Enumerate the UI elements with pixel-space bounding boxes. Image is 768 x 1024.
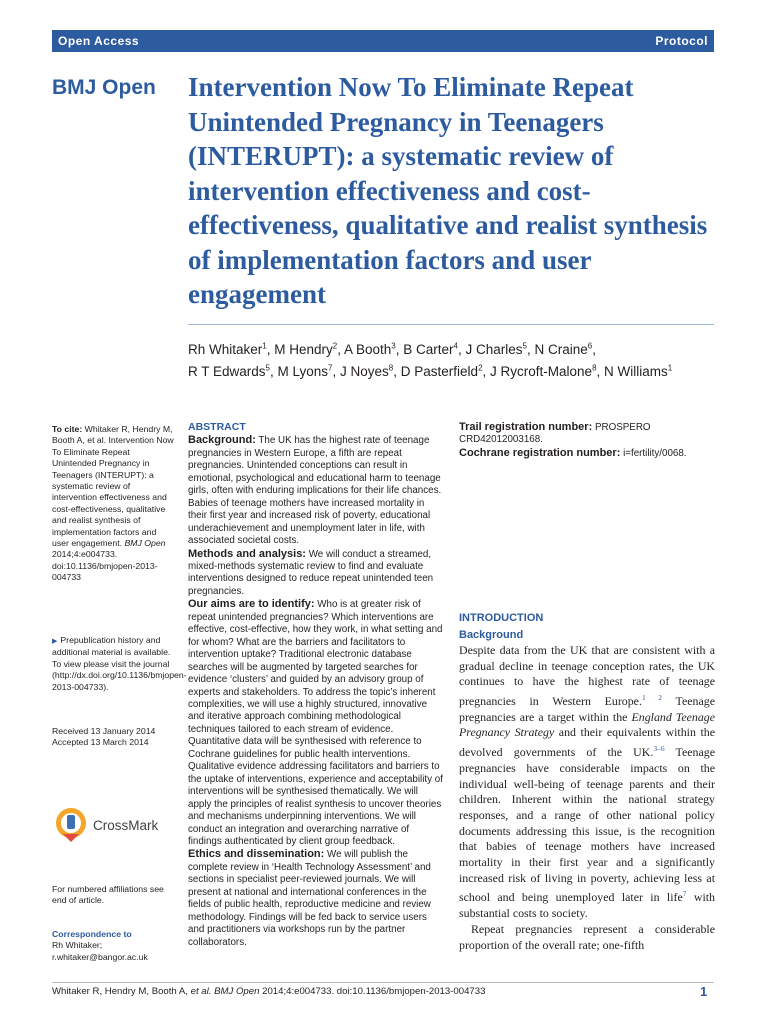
cite-journal: BMJ Open (124, 538, 166, 549)
correspondence-email[interactable]: r.whitaker@bangor.ac.uk (52, 951, 148, 962)
background-subheading: Background (459, 629, 524, 641)
abstract-aims: Our aims are to identify: Who is at greater risk of repeat unintended pregnancies? Which interventions are effective, cost-effective, how they work, in what setting and for whom? What are the barriers and facilitators to intervention uptake? Traditional electronic database searches will be augmented by targeted searches for evidence ‘clusters’ and guided by an advisory group of experts and stakeholders. To address the topic’s inherent complexities, we will use a highly structured, innovative and iterative approach combining methodological techniques tailored to each stream of evidence. Quantitative data will be synthesised with reference to Cochrane guidelines for public health interventions. Qualitative evidence addressing facilitators and barriers to the uptake of interventions, experience and acceptability of interventions will be synthesised thematically. We will apply the principles of realist synthesis to uncover theories and mechanisms underpinning interventions. We will conduct an integration and overarching narrative of findings authenticated by client group feedback. (188, 598, 443, 847)
history-dates (52, 726, 174, 749)
open-access-label: Open Access (58, 34, 140, 48)
journal-logo: BMJ Open (52, 76, 156, 99)
crossmark-label: CrossMark (93, 817, 159, 833)
abstract-methods: Methods and analysis: We will conduct a streamed, mixed-methods systematic review to find and evaluate interventions designed to reduce repeat unintended teen pregnancies. (188, 547, 434, 597)
author: R T Edwards$^5$, (188, 363, 278, 379)
cite-ref: 2014;4:e004733. doi:10.1136/bmjopen-2013-004733 (52, 549, 158, 583)
abstract-background: Background: The UK has the highest rate of teenage pregnancies in Western Europe, a fifth are repeat pregnancies. Unintended conceptions can result in emotional, psychological and educational harm to teenage girls, often with enduring implications for their life chances. Babies of teenage mothers have increased mortality in their first year and increased risk of poverty, educational underachievement and unemployment later in life, with associated societal costs. (188, 434, 442, 547)
abstract-cochrane: Cochrane registration number: i=fertility/0068. (459, 446, 687, 459)
intro-paragraph-2: Repeat pregnancies represent a considerable proportion of the overall rate; one-fifth (459, 921, 715, 952)
abstract-heading: ABSTRACT (188, 421, 246, 433)
author: Rh Whitaker$^1$, (188, 341, 275, 357)
author: B Carter$^4$, (403, 341, 466, 357)
header-bar (52, 30, 714, 52)
footer-citation: Whitaker R, Hendry M, Booth A, et al. BMJ Open 2014;4:e004733. doi:10.1136/bmjopen-2013-004733 (52, 986, 486, 997)
intro-paragraph-1: Despite data from the UK that are consistent with a gradual decline in teenage conception rates, the UK continues to have the highest rate of teenage pregnancies in Western Europe.$^{1 2}$ Teenage pregnancies are a target within the England Teenage Pregnancy Strategy and their equivalents within the devolved governments of the UK.$^{3-6}$ Teenage pregnancies have considerable impacts on the individual well-being of teenage parents and their children. Inherent within the national strategy responses, and a range of other national policy documents addressing this issue, is the recognition that babies of teenage mothers have increased mortality in their first year and a significantly increased risk of living in poverty, achieving less at school and being unemployed later in life$^7$ with substantial costs to society. (459, 643, 716, 921)
author: M Lyons$^7$, (277, 363, 341, 379)
cite-text: Whitaker R, Hendry M, Booth A, et al. Intervention Now To Eliminate Repeat Unintended Pregnancy in Teenagers (INTERUPT): a systematic review of intervention effectiveness and cost-effectiveness, qualitative and realist synthesis of implementation factors and user engagement. (52, 424, 174, 549)
correspondence-name: Rh Whitaker; (52, 940, 103, 951)
article-title: Intervention Now To Eliminate Repeat Unintended Pregnancy in Teenagers (INTERUPT): a systematic review of intervention effectiveness and cost-effectiveness, qualitative and realist synthesis of implementation factors and user engagement (188, 72, 708, 309)
title-divider (188, 324, 714, 325)
author: J Rycroft-Malone$^8$, (490, 363, 605, 379)
author: M Hendry$^2$, (274, 341, 344, 357)
correspondence (52, 929, 174, 963)
author: N Craine$^6$, (534, 341, 596, 357)
abstract-ethics: Ethics and dissemination: We will publish the complete review in ‘Health Technology Assessment’ and sections in specialist peer-reviewed journals. We will present at national and international conferences in the fields of public health, reproductive medicine and review methodology. Findings will be fed back to service users and practitioners via workshops run by the partner collaborators. (188, 848, 431, 948)
crossmark-icon (54, 806, 88, 844)
accepted-date: Accepted 13 March 2014 (52, 737, 149, 748)
introduction-body (459, 643, 715, 953)
correspondence-heading: Correspondence to (52, 929, 132, 939)
triangle-bullet-icon: ▶ (52, 638, 58, 645)
citation-box (52, 424, 174, 584)
author: D Pasterfield$^2$, (400, 363, 491, 379)
author-list (188, 336, 718, 381)
footer-divider (52, 982, 714, 983)
received-date: Received 13 January 2014 (52, 726, 156, 736)
article-type-label: Protocol (655, 34, 708, 48)
cite-label: To cite: (52, 424, 83, 434)
affiliations-note: For numbered affiliations see end of article. (52, 884, 164, 906)
reference-link[interactable]: 3–6 (653, 744, 665, 754)
author: N Williams$^1$ (604, 363, 673, 379)
prepub-text: Prepublication history and additional material is available. To view please visit the journal (http://dx.doi.org/10.1136/bmjopen-2013-004733). (52, 635, 187, 692)
reference-link[interactable]: 7 (682, 889, 687, 899)
author: A Booth$^3$, (343, 341, 404, 357)
abstract-column-2 (459, 421, 715, 460)
abstract-trial: Trail registration number: PROSPERO CRD42012003168. (459, 421, 651, 446)
page-number: 1 (700, 984, 708, 999)
abstract-column-1 (188, 421, 444, 949)
introduction-heading: INTRODUCTION (459, 612, 544, 624)
author: J Noyes$^8$, (340, 363, 401, 379)
crossmark-badge[interactable] (54, 806, 158, 844)
author: J Charles$^5$, (465, 341, 535, 357)
reference-link[interactable]: 1 2 (641, 693, 663, 703)
prepub-note (52, 635, 187, 693)
